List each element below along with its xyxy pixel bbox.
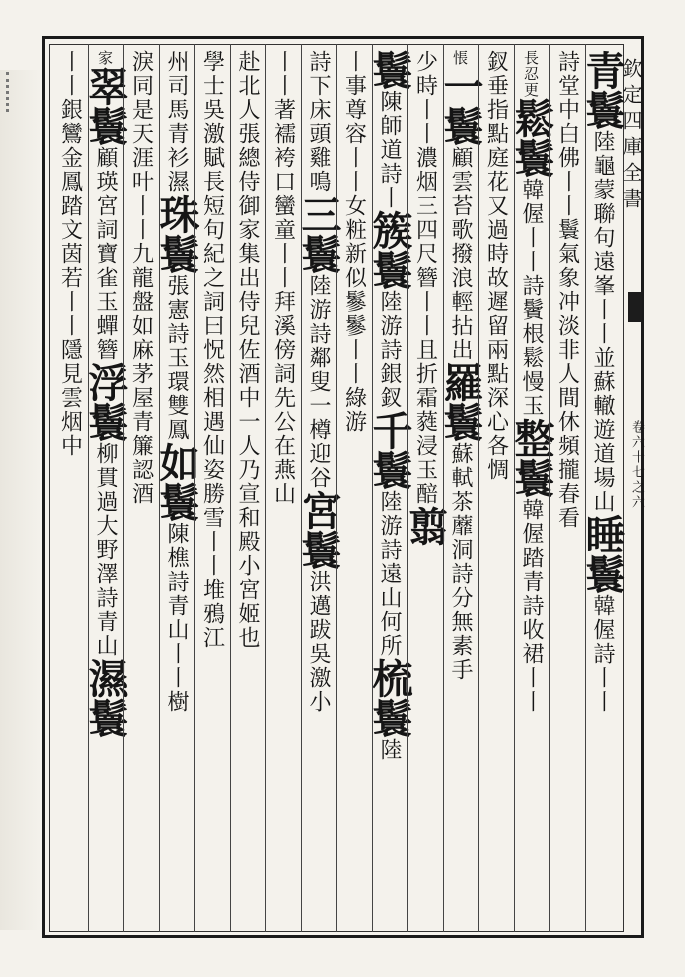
citation-text: 詩下床頭雞鳴 — [306, 50, 331, 194]
column-rule — [88, 44, 89, 932]
citation-text: 釵垂指點庭花又過時 — [483, 50, 509, 266]
column-rule — [159, 44, 160, 932]
headword: 翠鬟 — [82, 66, 129, 146]
column-text — [52, 50, 88, 930]
column-rule — [514, 44, 515, 932]
citation-text: 詩堂中白佛丨丨鬟氣象冲淡非人間 — [554, 50, 580, 410]
column-text — [508, 50, 555, 930]
juan-number: 卷六十七之六 — [629, 420, 644, 510]
headword: 梳鬟 — [366, 658, 413, 738]
citation-text: 如麻茅屋青簾認酒 — [128, 314, 154, 506]
citation-text: 赴北人張總侍御家集出侍兒佐酒中一人乃宣和殿小宮姬也 — [235, 50, 260, 650]
column-rule — [265, 44, 266, 932]
text-column — [230, 50, 266, 930]
column-rule — [123, 44, 124, 932]
citation-text: 簪丨丨且折霜蕤浸玉醅 — [412, 266, 438, 506]
headword: 千鬟 — [366, 410, 413, 490]
column-rule — [230, 44, 231, 932]
headword: 珠鬟 — [153, 194, 200, 274]
citation-text: 韓偓踏青詩收裙丨丨 — [519, 498, 544, 714]
citation-text: 陸游詩遠山何所 — [377, 490, 402, 658]
text-column — [123, 50, 159, 930]
citation-text: 似鬖鬖丨丨綠 — [341, 266, 367, 410]
text-column — [508, 50, 555, 930]
citation-text: 丨丨女粧新 — [341, 146, 367, 266]
column-rule — [194, 44, 195, 932]
citation-text: 丨事尊容 — [341, 50, 367, 146]
column-rule — [336, 44, 337, 932]
citation-text: 家 — [96, 50, 114, 66]
citation-text: 柳貫過大野澤詩青山 — [93, 442, 118, 658]
book-title: 欽定四庫全書 — [619, 58, 643, 214]
scan-edge — [0, 70, 42, 930]
headword: 簇鬟 — [366, 210, 413, 290]
headword: 一鬟 — [437, 66, 484, 146]
citation-text: 休頻攏春看 — [554, 410, 580, 530]
citation-text: 詞先公在燕山 — [270, 362, 296, 506]
citation-text: 丨丨著襦袴 — [270, 50, 296, 170]
fold-mark — [628, 292, 642, 322]
citation-text: 故遲留兩點深心各惆 — [483, 266, 509, 482]
citation-text: 陸 — [377, 738, 402, 762]
column-text — [366, 50, 413, 930]
headword: 三鬟 — [295, 194, 342, 274]
citation-text: 游 — [341, 410, 367, 434]
citation-text: 陸龜蒙聯句遠峯丨丨並蘇轍遊道場山 — [590, 130, 615, 514]
headword: 睡鬟 — [579, 514, 626, 594]
citation-text: 忍更 — [522, 66, 540, 98]
citation-text: 陳師道詩丨 — [377, 90, 402, 210]
text-column — [265, 50, 301, 930]
text-column — [437, 50, 484, 930]
citation-text: 若丨丨隱見雲烟中 — [57, 266, 83, 458]
text-column — [295, 50, 342, 930]
citation-text: 淚同是天涯 — [128, 50, 154, 170]
headword: 整鬟 — [508, 418, 555, 498]
citation-text: 丨丨銀鸞金鳳踏文茵 — [57, 50, 83, 266]
column-text — [265, 50, 301, 930]
text-column — [82, 50, 129, 930]
headword: 濕鬟 — [82, 658, 129, 738]
column-text — [437, 50, 484, 930]
citation-text: 少時丨丨濃烟三四尺 — [412, 50, 438, 266]
citation-text: 韓偓詩丨丨 — [590, 594, 615, 714]
citation-text: 張憲詩玉環雙鳳 — [164, 274, 189, 442]
text-column — [366, 50, 413, 930]
column-text — [295, 50, 342, 930]
column-rule — [478, 44, 479, 932]
text-column — [401, 50, 449, 930]
headword: 宮鬟 — [295, 490, 342, 570]
citation-text: 顧雲苔歌撥浪輕拈出 — [448, 146, 473, 362]
headword: 鬆鬟 — [508, 98, 555, 178]
headword: 青鬟 — [579, 50, 626, 130]
column-text — [230, 50, 266, 930]
citation-text: 學士吳激賦長短句紀之詞曰怳然相遇仙姿勝雪丨丨堆鴉江 — [199, 50, 225, 650]
headword: 羅鬟 — [437, 362, 484, 442]
column-text — [82, 50, 129, 930]
citation-text: 韓偓丨丨詩鬢根鬆慢玉 — [519, 178, 544, 418]
column-rule — [407, 44, 408, 932]
citation-text: 悵 — [451, 50, 469, 66]
scan-edge-marks — [6, 72, 19, 112]
text-column — [52, 50, 88, 930]
headword: 鬟 — [366, 50, 413, 90]
citation-text: 陸游詩銀釵 — [377, 290, 402, 410]
column-rule — [301, 44, 302, 932]
text-column — [478, 50, 514, 930]
headword: 翦 — [401, 506, 449, 546]
citation-text: 州司馬青衫濕 — [164, 50, 189, 194]
headword: 如鬟 — [153, 442, 200, 522]
column-text — [478, 50, 514, 930]
column-rule — [549, 44, 550, 932]
text-column — [153, 50, 200, 930]
column-text — [123, 50, 159, 930]
column-text — [153, 50, 200, 930]
column-rule — [372, 44, 373, 932]
citation-text: 陳樵詩青山丨丨樹 — [164, 522, 189, 714]
column-rule — [443, 44, 444, 932]
citation-text: 顧瑛宮詞寶雀玉蟬簪 — [93, 146, 118, 362]
citation-text: 長 — [522, 50, 540, 66]
citation-text: 陸游詩鄰叟一樽迎谷 — [306, 274, 331, 490]
column-rule — [585, 44, 586, 932]
column-text — [579, 50, 626, 930]
text-column — [579, 50, 626, 930]
headword: 浮鬟 — [82, 362, 129, 442]
column-text — [401, 50, 449, 930]
citation-text: 蘇軾茶蘼洞詩分無素手 — [448, 442, 473, 682]
citation-text: 叶丨丨九龍盤 — [128, 170, 154, 314]
citation-text: 口蠻童丨丨拜溪傍 — [270, 170, 296, 362]
citation-text: 洪邁跋吳激小 — [306, 570, 331, 714]
